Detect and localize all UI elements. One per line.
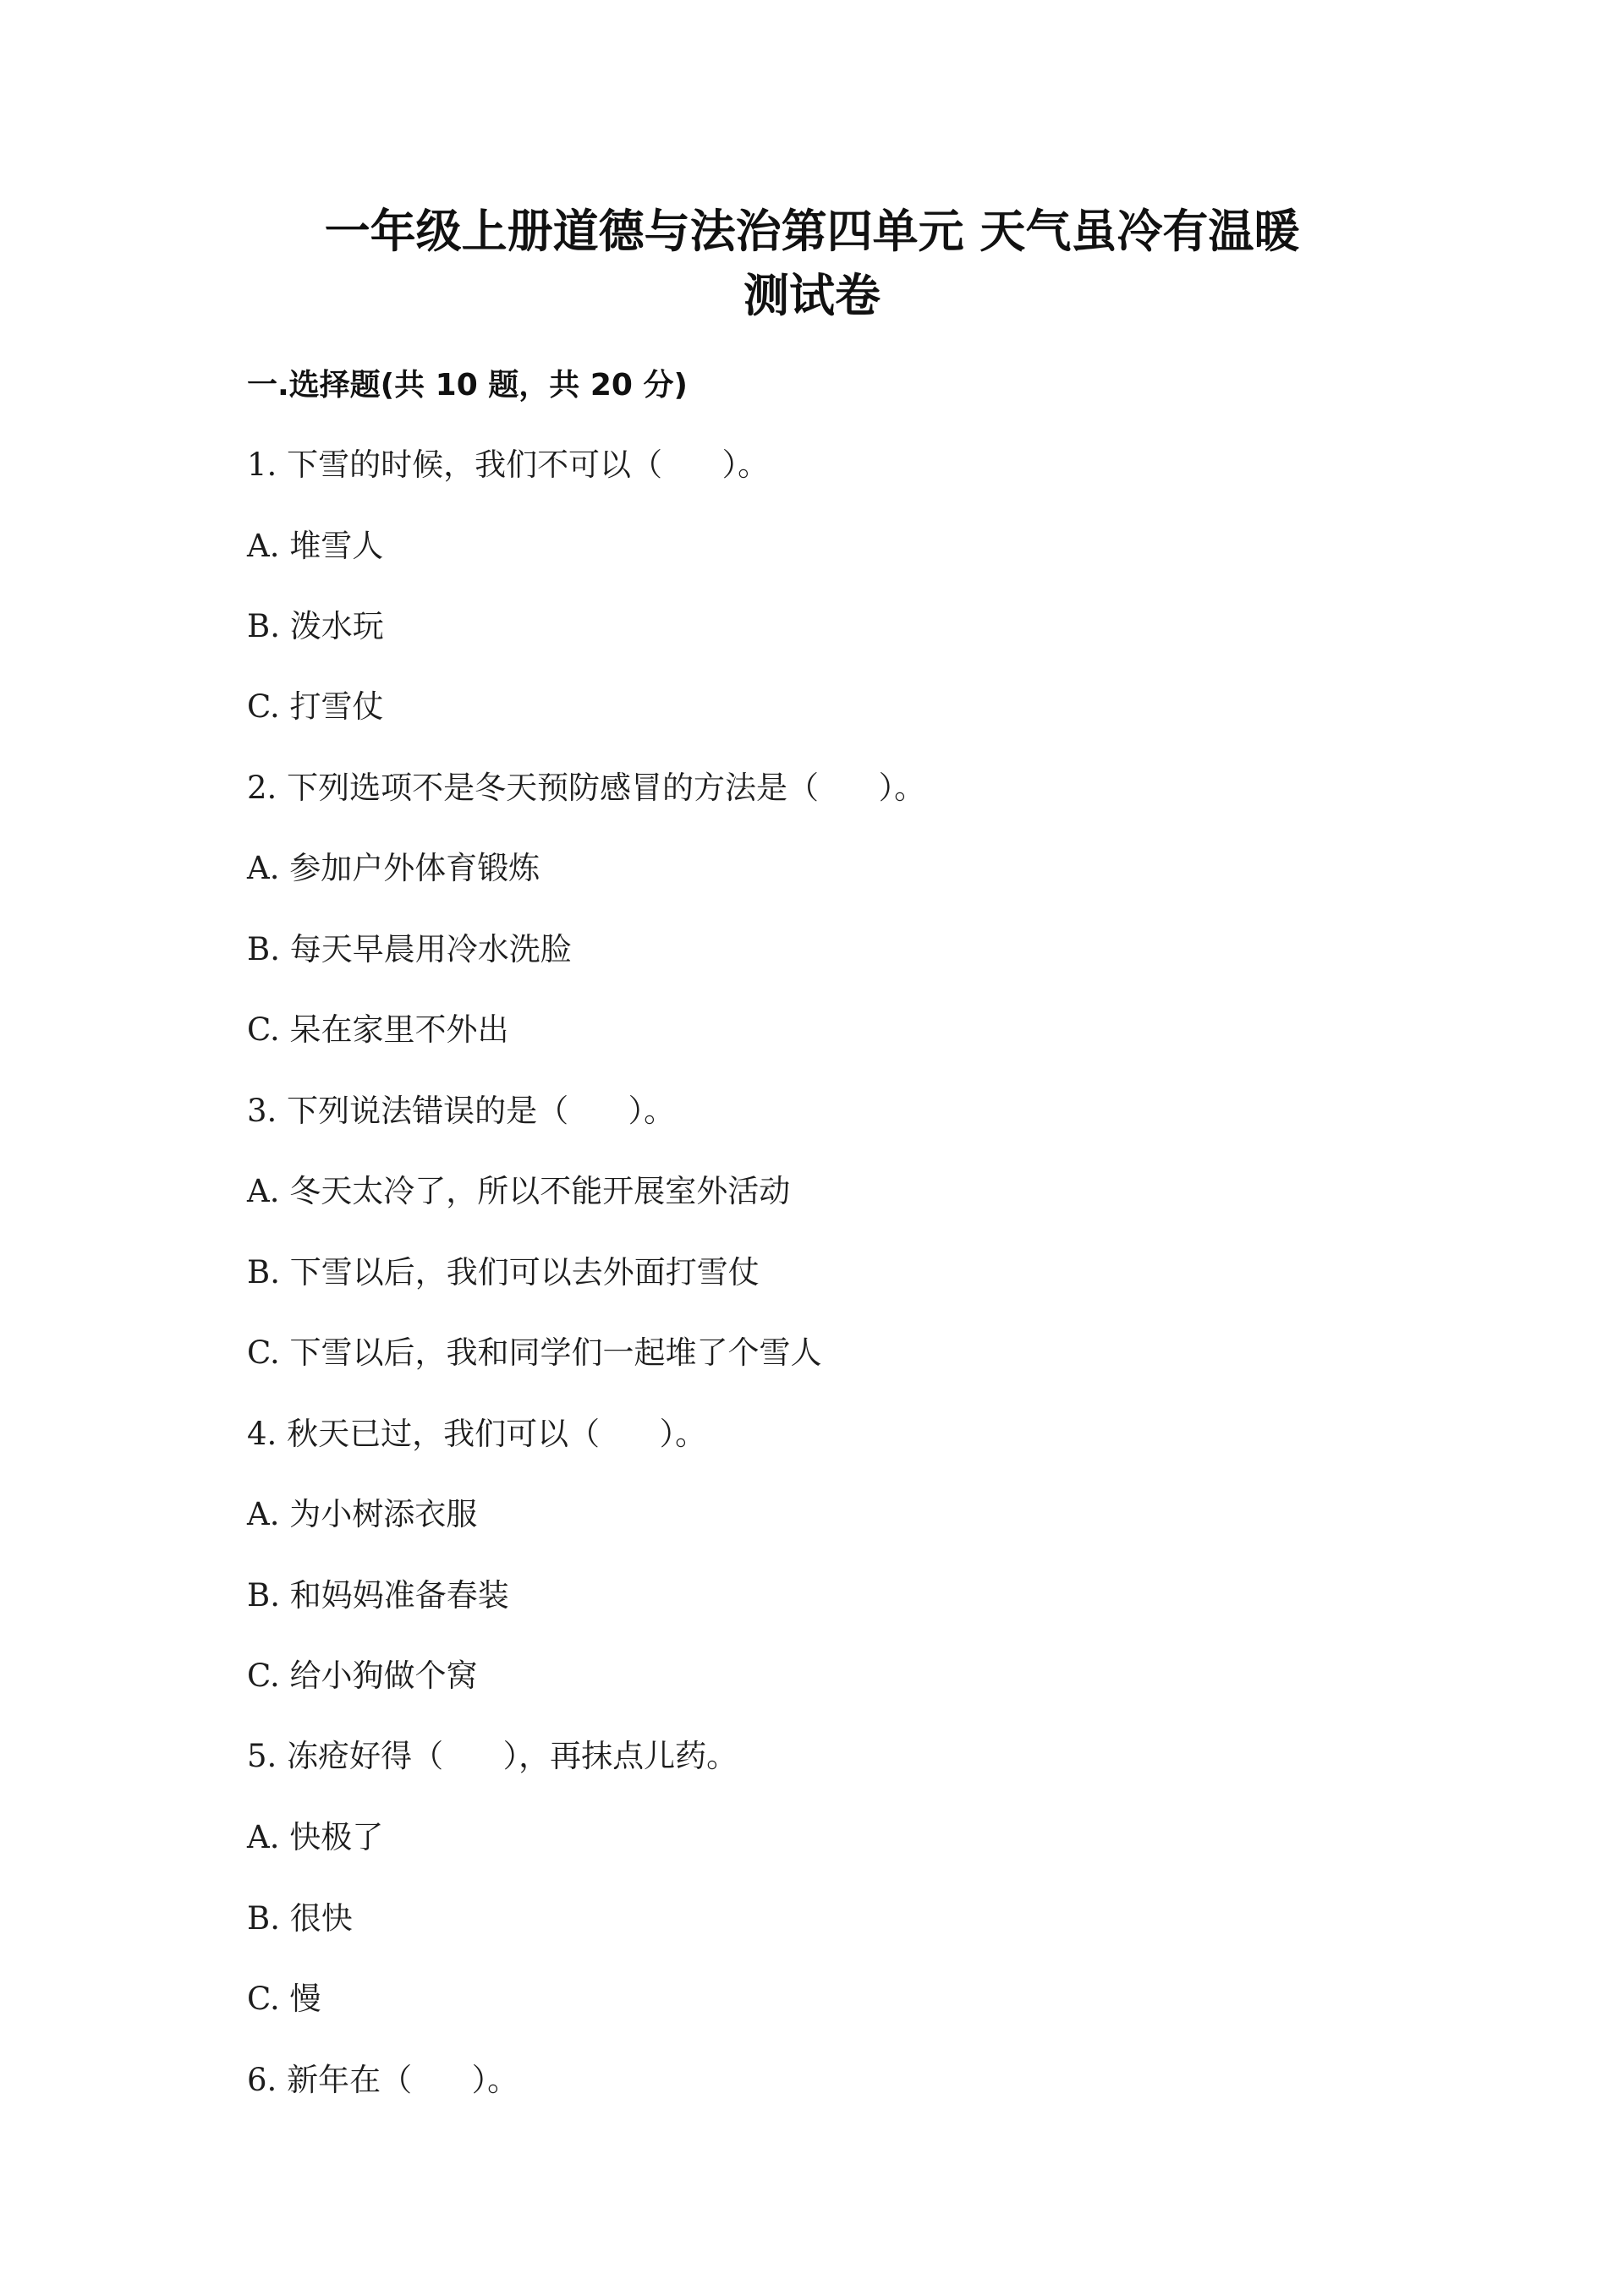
section-heading-multiple-choice: 一.选择题(共 10 题，共 20 分) bbox=[247, 368, 688, 403]
question-5-stem: 5. 冻疮好得（ ），再抹点儿药。 bbox=[247, 1738, 738, 1774]
question-3-option-a: A. 冬天太冷了，所以不能开展室外活动 bbox=[247, 1173, 791, 1209]
question-3-stem: 3. 下列说法错误的是（ ）。 bbox=[247, 1093, 676, 1129]
question-2-option-b: B. 每天早晨用冷水洗脸 bbox=[247, 931, 572, 967]
question-5-option-c: C. 慢 bbox=[247, 1981, 321, 2017]
question-2-option-c: C. 呆在家里不外出 bbox=[247, 1011, 509, 1048]
question-4-option-c: C. 给小狗做个窝 bbox=[247, 1658, 478, 1694]
question-4-stem: 4. 秋天已过，我们可以（ ）。 bbox=[247, 1416, 707, 1452]
question-2-option-a: A. 参加户外体育锻炼 bbox=[247, 850, 540, 886]
question-1-option-c: C. 打雪仗 bbox=[247, 688, 384, 725]
page-title-line-1: 一年级上册道德与法治第四单元 天气虽冷有温暖 bbox=[324, 205, 1300, 258]
question-1-option-a: A. 堆雪人 bbox=[247, 528, 384, 564]
question-3-option-c: C. 下雪以后，我和同学们一起堆了个雪人 bbox=[247, 1334, 822, 1371]
page-title-line-2: 测试卷 bbox=[743, 269, 881, 322]
question-1-option-b: B. 泼水玩 bbox=[247, 608, 384, 644]
question-1-stem: 1. 下雪的时候，我们不可以（ ）。 bbox=[247, 447, 770, 483]
question-2-stem: 2. 下列选项不是冬天预防感冒的方法是（ ）。 bbox=[247, 770, 926, 806]
question-5-option-b: B. 很快 bbox=[247, 1900, 353, 1937]
question-6-stem: 6. 新年在（ ）。 bbox=[247, 2062, 519, 2098]
question-5-option-a: A. 快极了 bbox=[247, 1819, 384, 1855]
question-4-option-b: B. 和妈妈准备春装 bbox=[247, 1577, 509, 1614]
question-4-option-a: A. 为小树添衣服 bbox=[247, 1496, 478, 1532]
question-3-option-b: B. 下雪以后，我们可以去外面打雪仗 bbox=[247, 1254, 760, 1290]
